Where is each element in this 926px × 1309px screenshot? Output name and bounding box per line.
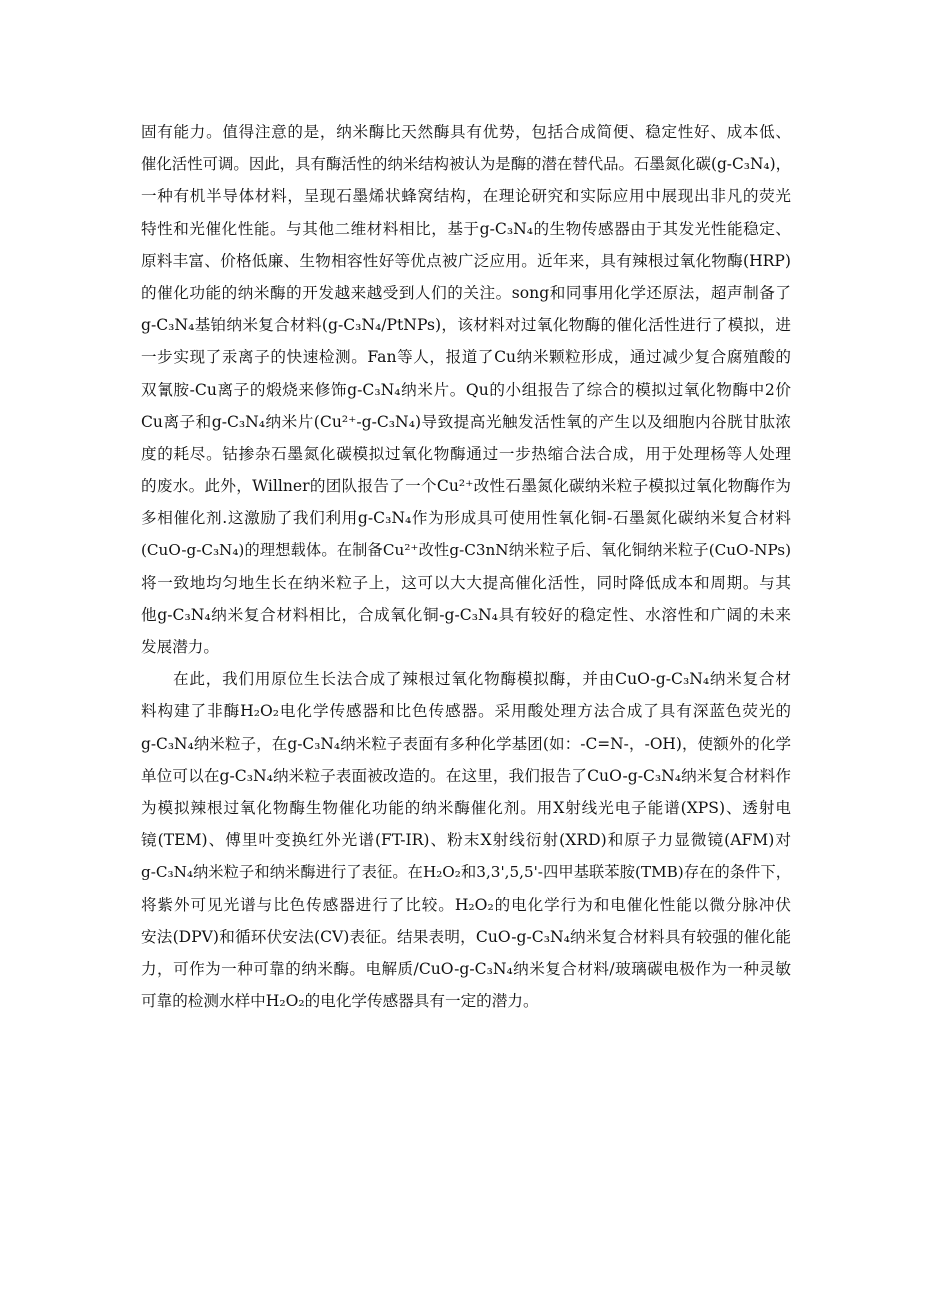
text-line: 一步实现了汞离子的快速检测。Fan等人，报道了Cu纳米颗粒形成，通过减少复合腐殖酸的 <box>141 348 791 367</box>
text-line: 原料丰富、价格低廉、生物相容性好等优点被广泛应用。近年来，具有辣根过氧化物酶(HRP) <box>141 251 791 270</box>
text-line: Cu离子和g-C₃N₄纳米片(Cu²⁺-g-C₃N₄)导致提高光触发活性氧的产生以及细胞内谷胱甘肽浓 <box>141 412 791 431</box>
document-body <box>141 116 791 1017</box>
text-line: 单位可以在g-C₃N₄纳米粒子表面被改造的。在这里，我们报告了CuO-g-C₃N₄纳米复合材料作 <box>141 766 791 785</box>
paragraph-1 <box>141 116 791 663</box>
text-line: 在此，我们用原位生长法合成了辣根过氧化物酶模拟酶，并由CuO-g-C₃N₄纳米复合材 <box>173 670 791 689</box>
text-line: g-C₃N₄基铂纳米复合材料(g-C₃N₄/PtNPs)，该材料对过氧化物酶的催化活性进行了模拟，进 <box>141 316 791 335</box>
text-line: 的废水。此外，Willner的团队报告了一个Cu²⁺改性石墨氮化碳纳米粒子模拟过氧化物酶作为 <box>141 477 791 496</box>
text-line: 料构建了非酶H₂O₂电化学传感器和比色传感器。采用酸处理方法合成了具有深蓝色荧光的 <box>141 702 791 721</box>
text-line: 多相催化剂.这激励了我们利用g-C₃N₄作为形成具可使用性氧化铜-石墨氮化碳纳米复合材料 <box>141 509 791 528</box>
text-line: 特性和光催化性能。与其他二维材料相比，基于g-C₃N₄的生物传感器由于其发光性能稳定、 <box>141 219 791 238</box>
text-line: 将一致地均匀地生长在纳米粒子上，这可以大大提高催化活性，同时降低成本和周期。与其 <box>141 573 791 592</box>
text-line: 发展潜力。 <box>141 638 219 656</box>
text-line: 安法(DPV)和循环伏安法(CV)表征。结果表明，CuO-g-C₃N₄纳米复合材料具有较强的催化能 <box>141 927 791 946</box>
text-line: 的催化功能的纳米酶的开发越来越受到人们的关注。song和同事用化学还原法，超声制备了 <box>141 283 791 302</box>
text-line: 双氰胺-Cu离子的煅烧来修饰g-C₃N₄纳米片。Qu的小组报告了综合的模拟过氧化物酶中2价 <box>141 380 791 399</box>
text-line: 催化活性可调。因此，具有酶活性的纳米结构被认为是酶的潜在替代品。石墨氮化碳(g-C₃N₄)， <box>141 155 791 174</box>
text-line: 固有能力。值得注意的是，纳米酶比天然酶具有优势，包括合成简便、稳定性好、成本低、 <box>141 123 791 141</box>
text-line: 将紫外可见光谱与比色传感器进行了比较。H₂O₂的电化学行为和电催化性能以微分脉冲伏 <box>141 895 791 914</box>
text-line: 为模拟辣根过氧化物酶生物催化功能的纳米酶催化剂。用X射线光电子能谱(XPS)、透射电 <box>141 798 791 817</box>
text-line: 度的耗尽。钴掺杂石墨氮化碳模拟过氧化物酶通过一步热缩合法合成，用于处理杨等人处理 <box>141 444 791 463</box>
text-line: 镜(TEM)、傅里叶变换红外光谱(FT-IR)、粉末X射线衍射(XRD)和原子力显微镜(AFM)对 <box>141 831 791 850</box>
text-line: 他g-C₃N₄纳米复合材料相比，合成氧化铜-g-C₃N₄具有较好的稳定性、水溶性和广阔的未来 <box>141 605 791 624</box>
paragraph-2 <box>141 663 791 1017</box>
text-line: 一种有机半导体材料，呈现石墨烯状蜂窝结构，在理论研究和实际应用中展现出非凡的荧光 <box>141 187 791 206</box>
text-line: (CuO-g-C₃N₄)的理想载体。在制备Cu²⁺改性g-C3nN纳米粒子后、氧化铜纳米粒子(CuO-NPs) <box>141 541 791 560</box>
text-line: 力，可作为一种可靠的纳米酶。电解质/CuO-g-C₃N₄纳米复合材料/玻璃碳电极作为一种灵敏 <box>141 959 791 978</box>
text-line: 可靠的检测水样中H₂O₂的电化学传感器具有一定的潜力。 <box>141 992 539 1011</box>
text-line: g-C₃N₄纳米粒子和纳米酶进行了表征。在H₂O₂和3,3',5,5'-四甲基联苯胺(TMB)存在的条件下， <box>141 863 791 882</box>
text-line: g-C₃N₄纳米粒子，在g-C₃N₄纳米粒子表面有多种化学基团(如：-C=N-，-OH)，使额外的化学 <box>141 734 791 753</box>
